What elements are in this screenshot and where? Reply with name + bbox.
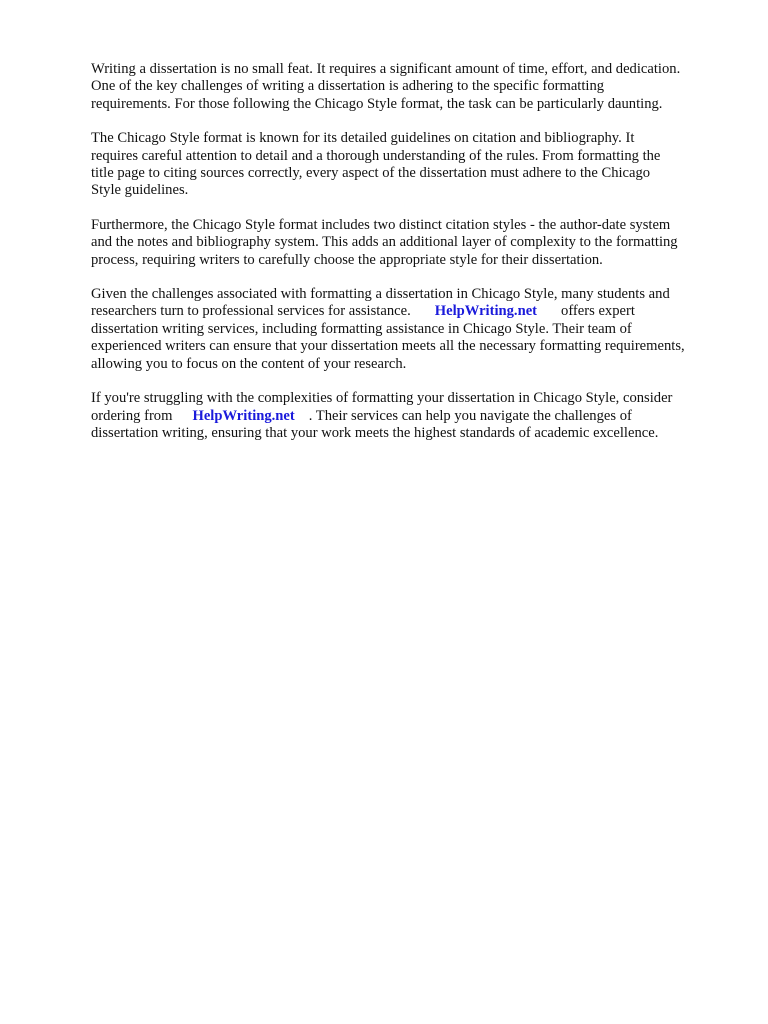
text-segment: . Their services can help you navigate the challenges of	[308, 407, 632, 424]
helpwriting-link[interactable]: HelpWriting.net	[192, 407, 295, 424]
text-line: One of the key challenges of writing a dissertation is adhering to the specific formatting	[91, 78, 605, 95]
text-line: Writing a dissertation is no small feat. It requires a significant amount of time, effort, and dedication.	[91, 61, 681, 77]
paragraph-professional-services	[91, 286, 731, 373]
text-line: allowing you to focus on the content of your research.	[91, 355, 407, 372]
document-page	[91, 61, 731, 459]
paragraph-chicago-guidelines	[91, 130, 731, 200]
text-line: The Chicago Style format is known for its detailed guidelines on citation and bibliography. It	[91, 130, 635, 147]
text-line: Style guidelines.	[91, 182, 189, 199]
paragraph-intro	[91, 61, 731, 113]
text-line: dissertation writing services, including formatting assistance in Chicago Style. Their team of	[91, 320, 632, 337]
text-line: and the notes and bibliography system. This adds an additional layer of complexity to the formatting	[91, 234, 678, 251]
text-segment: offers expert	[561, 303, 635, 320]
text-line: Furthermore, the Chicago Style format includes two distinct citation styles - the author-date system	[91, 216, 671, 233]
helpwriting-link[interactable]: HelpWriting.net	[434, 303, 538, 320]
text-segment: ordering from	[91, 407, 173, 424]
paragraph-citation-styles	[91, 217, 731, 269]
text-segment: researchers turn to professional services for assistance.	[91, 303, 411, 320]
text-line: If you're struggling with the complexities of formatting your dissertation in Chicago Style, consider	[91, 390, 673, 407]
text-line: dissertation writing, ensuring that your work meets the highest standards of academic excellence.	[91, 424, 659, 441]
paragraph-call-to-action	[91, 390, 731, 442]
text-line: experienced writers can ensure that your dissertation meets all the necessary formatting requirements,	[91, 338, 685, 355]
text-line: Given the challenges associated with formatting a dissertation in Chicago Style, many students and	[91, 286, 670, 303]
text-line: requires careful attention to detail and a thorough understanding of the rules. From formatting the	[91, 147, 661, 164]
text-line: requirements. For those following the Chicago Style format, the task can be particularly daunting.	[91, 95, 663, 112]
text-line-with-link	[91, 303, 731, 320]
text-line: title page to citing sources correctly, every aspect of the dissertation must adhere to the Chicago	[91, 165, 651, 182]
text-line: process, requiring writers to carefully choose the appropriate style for their dissertation.	[91, 251, 603, 268]
text-line-with-link	[91, 408, 731, 425]
